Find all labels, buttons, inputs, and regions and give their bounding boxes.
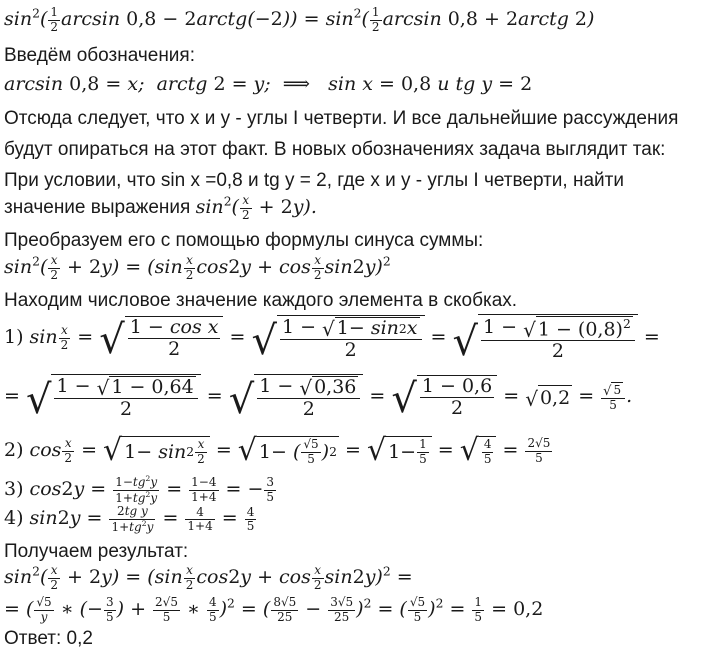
- formula-step-3: 3) cos2y = $\frac{1-tg^2y}{1+tg^2y}$ = $\frac{1-4}{1+4}$ = − $\frac{3}{5}$: [4, 474, 275, 505]
- text-find-value: значение выражения $\sin^2$( $\frac{x}{2}$ + 2y).: [4, 193, 317, 222]
- formula-step-2: 2) cos $\frac{x}{2}$ = √ 1 − sin 2 $\frac{x}{2}$ = √ 1 − ( $\frac{√5}{5}$ ) 2 = √ 1 − $\frac{1}{5}$ = √ $\frac{4}{5}$ = $\frac{2√5}{5}$: [4, 433, 551, 468]
- text-notation-intro: Введём обозначения:: [4, 45, 195, 66]
- formula-result-computation: = ( $\frac{√5}{y}$ ∗ (− $\frac{3}{5}$ ) + $\frac{2√5}{5}$ ∗ $\frac{4}{5}$ )$^2$ = ( $\frac{8√5}{25}$ − $\frac{3√5}{25}$ )$^2$ = ( $\frac{√5}{5}$ )$^2$ = $\frac{1}{5}$ = 0,2: [4, 595, 544, 624]
- formula-step-1a: 1) sin $\frac{x}{2}$ = √ $\frac{\text{1 − cos x}}{2}$ = √ 1 − √ 1 − sin 2 x 2 = √ 1 − √ $1 - (0,8)^2$ 2 =: [4, 314, 660, 362]
- text-new-notation: будут опираться на этот факт. В новых обозначениях задача выглядит так:: [4, 139, 666, 160]
- formula-step-1b: = √ 1 − √ 1 − 0,64 2 = √ 1 − √ 0,36 2 = √ $\frac{1 - 0,6}{2}$ = √ 0,2 = √ 5 5 .: [4, 374, 633, 423]
- text-value-label: значение выражения: [4, 196, 191, 218]
- formula-sum-expansion: $\sin^2$( $\frac{x}{2}$ + 2y) = (sin $\frac{x}{2}$ cos2y + cos $\frac{x}{2}$ sin2y)$^2$: [4, 253, 391, 282]
- text-transform: Преобразуем его с помощью формулы синуса суммы:: [4, 230, 484, 251]
- text-answer: Ответ: 0,2: [4, 628, 93, 649]
- text-result: Получаем результат:: [4, 541, 189, 562]
- text-condition: При условии, что sin x =0,8 и tg y = 2, где x и y - углы I четверти, найти: [4, 170, 624, 191]
- formula-notation: arcsin 0,8 = x; arctg 2 = y; ⟹ sin x = 0,8 u tg y = 2: [4, 73, 533, 95]
- formula-result-expression: $\sin^2$( $\frac{x}{2}$ + 2y) = (sin $\frac{x}{2}$ cos2y + cos $\frac{x}{2}$ sin2y)$^2$ =: [4, 563, 413, 592]
- formula-step-4: 4) sin2y = $\frac{\text{2tg y}}{1+tg^2y}$ = $\frac{4}{1+4}$ = $\frac{4}{5}$: [4, 504, 255, 534]
- text-find-elements: Находим числовое значение каждого элемента в скобках.: [4, 290, 518, 311]
- text-quadrant-statement: Отсюда следует, что x и y - углы I четверти. И все дальнейшие рассуждения: [4, 108, 679, 129]
- formula-original-expression: $\sin^2$( $\frac{1}{2}$ arcsin 0,8 − 2arctg(−2)) = $\sin^2$( $\frac{1}{2}$ arcsin 0,8 + 2arctg 2): [4, 5, 595, 34]
